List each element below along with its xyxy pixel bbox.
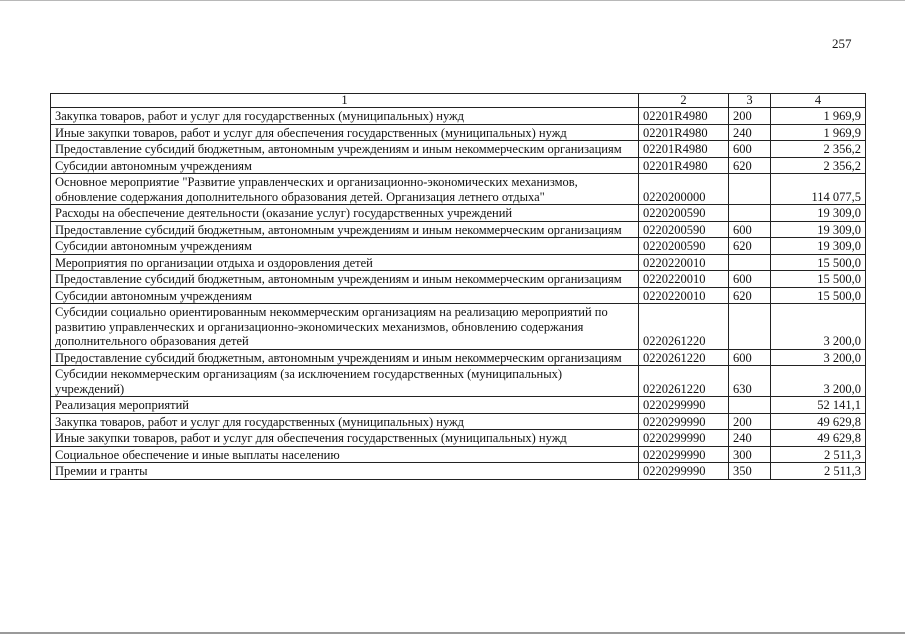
row-expense-type: 600 — [729, 141, 771, 158]
table-row — [51, 287, 866, 304]
row-amount: 2 511,3 — [771, 463, 866, 480]
row-amount: 3 200,0 — [771, 304, 866, 350]
row-expense-type — [729, 397, 771, 414]
row-expense-type — [729, 205, 771, 222]
row-target-code: 0220299990 — [639, 446, 729, 463]
row-name: Закупка товаров, работ и услуг для государственных (муниципальных) нужд — [51, 108, 639, 125]
row-expense-type: 600 — [729, 221, 771, 238]
row-target-code: 02201R4980 — [639, 124, 729, 141]
row-target-code: 0220299990 — [639, 463, 729, 480]
row-expense-type — [729, 174, 771, 205]
table-row — [51, 205, 866, 222]
row-name: Премии и гранты — [51, 463, 639, 480]
table-row — [51, 463, 866, 480]
row-expense-type — [729, 254, 771, 271]
row-amount: 2 356,2 — [771, 141, 866, 158]
budget-table — [50, 93, 866, 480]
row-amount: 2 356,2 — [771, 157, 866, 174]
row-target-code: 0220299990 — [639, 397, 729, 414]
table-row — [51, 221, 866, 238]
row-name: Субсидии автономным учреждениям — [51, 238, 639, 255]
table-row — [51, 141, 866, 158]
row-target-code: 0220299990 — [639, 430, 729, 447]
row-expense-type: 350 — [729, 463, 771, 480]
row-expense-type: 240 — [729, 430, 771, 447]
row-amount: 1 969,9 — [771, 108, 866, 125]
table-row — [51, 271, 866, 288]
header-col-4: 4 — [771, 94, 866, 108]
row-expense-type: 630 — [729, 366, 771, 397]
row-expense-type: 620 — [729, 287, 771, 304]
row-expense-type: 200 — [729, 413, 771, 430]
row-target-code: 0220220010 — [639, 254, 729, 271]
row-target-code: 0220261220 — [639, 349, 729, 366]
row-name: Иные закупки товаров, работ и услуг для обеспечения государственных (муниципальных) нужд — [51, 124, 639, 141]
row-expense-type: 300 — [729, 446, 771, 463]
row-amount: 3 200,0 — [771, 366, 866, 397]
row-expense-type — [729, 304, 771, 350]
table-row — [51, 254, 866, 271]
row-amount: 1 969,9 — [771, 124, 866, 141]
table-row — [51, 238, 866, 255]
table-row — [51, 446, 866, 463]
row-target-code: 0220261220 — [639, 304, 729, 350]
row-amount: 15 500,0 — [771, 287, 866, 304]
table-row — [51, 108, 866, 125]
row-name: Субсидии социально ориентированным некоммерческим организациям на реализацию мероприятий по развитию управленческих и организационно-экономических механизмов, обновлению содержания дополнительного образования детей — [51, 304, 639, 350]
row-name: Мероприятия по организации отдыха и оздоровления детей — [51, 254, 639, 271]
row-name: Предоставление субсидий бюджетным, автономным учреждениям и иным некоммерческим организациям — [51, 349, 639, 366]
table-row — [51, 430, 866, 447]
row-expense-type: 620 — [729, 157, 771, 174]
row-name: Закупка товаров, работ и услуг для государственных (муниципальных) нужд — [51, 413, 639, 430]
header-col-3: 3 — [729, 94, 771, 108]
row-expense-type: 600 — [729, 349, 771, 366]
row-target-code: 0220220010 — [639, 271, 729, 288]
row-amount: 2 511,3 — [771, 446, 866, 463]
row-target-code: 0220200590 — [639, 221, 729, 238]
row-amount: 49 629,8 — [771, 430, 866, 447]
row-amount: 15 500,0 — [771, 254, 866, 271]
row-name: Предоставление субсидий бюджетным, автономным учреждениям и иным некоммерческим организациям — [51, 221, 639, 238]
row-amount: 15 500,0 — [771, 271, 866, 288]
table-header-row — [51, 94, 866, 108]
row-amount: 19 309,0 — [771, 205, 866, 222]
scan-edge-top — [0, 0, 905, 1]
row-name: Предоставление субсидий бюджетным, автономным учреждениям и иным некоммерческим организациям — [51, 141, 639, 158]
table-row — [51, 304, 866, 350]
page-number: 257 — [832, 36, 852, 51]
row-expense-type: 240 — [729, 124, 771, 141]
row-amount: 52 141,1 — [771, 397, 866, 414]
row-amount: 19 309,0 — [771, 221, 866, 238]
scan-edge-bottom — [0, 632, 905, 634]
table-row — [51, 413, 866, 430]
header-col-1: 1 — [51, 94, 639, 108]
row-expense-type: 200 — [729, 108, 771, 125]
row-target-code: 0220261220 — [639, 366, 729, 397]
row-name: Субсидии автономным учреждениям — [51, 157, 639, 174]
table-row — [51, 349, 866, 366]
row-target-code: 0220200000 — [639, 174, 729, 205]
row-name: Субсидии автономным учреждениям — [51, 287, 639, 304]
row-target-code: 02201R4980 — [639, 157, 729, 174]
row-amount: 49 629,8 — [771, 413, 866, 430]
row-name: Реализация мероприятий — [51, 397, 639, 414]
row-amount: 114 077,5 — [771, 174, 866, 205]
row-name: Расходы на обеспечение деятельности (оказание услуг) государственных учреждений — [51, 205, 639, 222]
row-name: Субсидии некоммерческим организациям (за исключением государственных (муниципальных) учреждений) — [51, 366, 639, 397]
row-expense-type: 620 — [729, 238, 771, 255]
row-target-code: 0220220010 — [639, 287, 729, 304]
row-name: Социальное обеспечение и иные выплаты населению — [51, 446, 639, 463]
header-col-2: 2 — [639, 94, 729, 108]
row-name: Иные закупки товаров, работ и услуг для обеспечения государственных (муниципальных) нужд — [51, 430, 639, 447]
row-target-code: 0220200590 — [639, 238, 729, 255]
row-name: Основное мероприятие "Развитие управленческих и организационно-экономических механизмов, обновление содержания дополнительного образования детей. Организация летнего отдыха" — [51, 174, 639, 205]
row-amount: 19 309,0 — [771, 238, 866, 255]
row-target-code: 0220200590 — [639, 205, 729, 222]
row-expense-type: 600 — [729, 271, 771, 288]
table-row — [51, 157, 866, 174]
row-target-code: 02201R4980 — [639, 141, 729, 158]
row-target-code: 02201R4980 — [639, 108, 729, 125]
table-row — [51, 397, 866, 414]
table-row — [51, 366, 866, 397]
row-target-code: 0220299990 — [639, 413, 729, 430]
row-amount: 3 200,0 — [771, 349, 866, 366]
table-row — [51, 174, 866, 205]
row-name: Предоставление субсидий бюджетным, автономным учреждениям и иным некоммерческим организациям — [51, 271, 639, 288]
table-row — [51, 124, 866, 141]
